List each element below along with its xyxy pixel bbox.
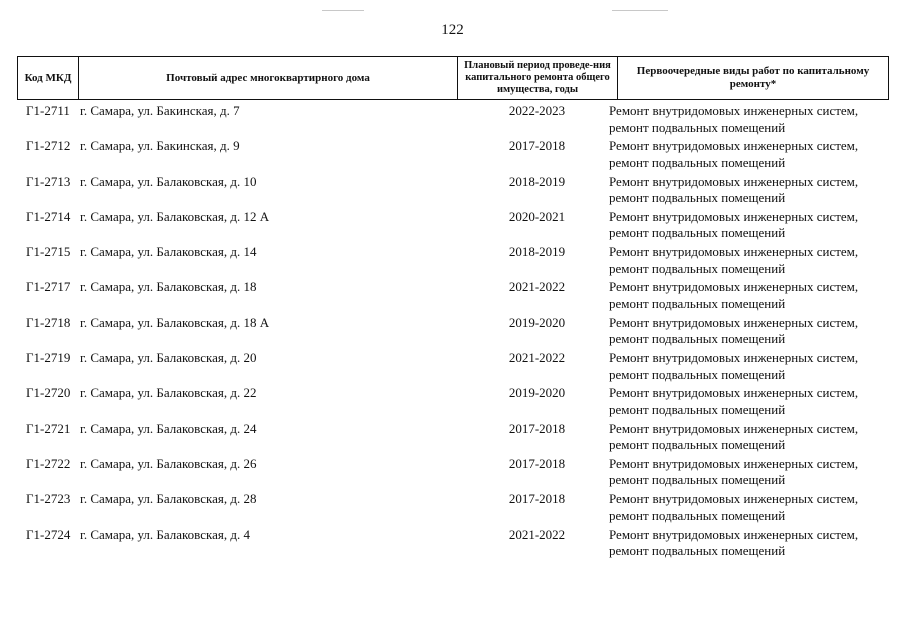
header-works: Первоочередные виды работ по капитальному ремонту* (636, 65, 870, 90)
cell-address: г. Самара, ул. Балаковская, д. 14 (80, 244, 257, 260)
works-line-2: ремонт подвальных помещений (609, 472, 786, 488)
table-row (17, 347, 889, 382)
works-line-2: ремонт подвальных помещений (609, 331, 786, 347)
cell-address: г. Самара, ул. Балаковская, д. 28 (80, 491, 257, 507)
works-line-1: Ремонт внутридомовых инженерных систем, (609, 103, 859, 118)
works-line-1: Ремонт внутридомовых инженерных систем, (609, 350, 859, 366)
table-header (17, 56, 889, 100)
cell-works (609, 103, 858, 136)
cell-period: 2019-2020 (508, 314, 566, 330)
works-line-1: Ремонт внутридомовых инженерных систем, (609, 314, 859, 330)
works-line-2: ремонт подвальных помещений (609, 119, 786, 135)
cell-code: Г1-2721 (26, 420, 71, 436)
table-row (17, 382, 889, 417)
cell-code: Г1-2712 (26, 138, 71, 154)
cell-works (609, 385, 858, 418)
works-line-2: ремонт подвальных помещений (609, 401, 786, 417)
cell-period: 2017-2018 (508, 138, 566, 154)
works-line-2: ремонт подвальных помещений (609, 543, 786, 559)
cell-works (609, 527, 858, 560)
cell-code: Г1-2711 (26, 103, 70, 118)
table-row (17, 524, 889, 559)
cell-period: 2022-2023 (508, 103, 566, 118)
cell-works (609, 138, 858, 171)
cell-code: Г1-2715 (26, 244, 71, 260)
cell-address: г. Самара, ул. Балаковская, д. 26 (80, 455, 257, 471)
cell-code: Г1-2713 (26, 173, 71, 189)
cell-code: Г1-2719 (26, 350, 71, 366)
cell-address: г. Самара, ул. Балаковская, д. 4 (80, 526, 250, 542)
cell-period: 2017-2018 (508, 455, 566, 471)
header-period: Плановый период проведе-ния капитального ремонта общего имущества, годы (458, 57, 618, 99)
cell-works (609, 209, 858, 242)
page-number: 122 (441, 22, 464, 38)
works-line-1: Ремонт внутридомовых инженерных систем, (609, 385, 859, 401)
cell-period: 2021-2022 (508, 526, 566, 542)
table-row (17, 312, 889, 347)
cell-code: Г1-2718 (26, 314, 71, 330)
works-line-1: Ремонт внутридомовых инженерных систем, (609, 526, 859, 542)
table-body (17, 100, 889, 559)
cell-works (609, 315, 858, 348)
cell-address: г. Самара, ул. Балаковская, д. 18 (80, 279, 257, 295)
cell-period: 2021-2022 (508, 279, 566, 295)
table-row (17, 276, 889, 311)
cell-works (609, 244, 858, 277)
cell-works (609, 174, 858, 207)
cell-works (609, 491, 858, 524)
cell-code: Г1-2717 (26, 279, 71, 295)
works-line-2: ремонт подвальных помещений (609, 190, 786, 206)
cell-address: г. Самара, ул. Балаковская, д. 12 А (80, 208, 270, 224)
cell-address: г. Самара, ул. Бакинская, д. 7 (80, 103, 240, 118)
works-line-1: Ремонт внутридомовых инженерных систем, (609, 173, 859, 189)
cell-works (609, 350, 858, 383)
cell-code: Г1-2720 (26, 385, 71, 401)
works-line-2: ремонт подвальных помещений (609, 154, 786, 170)
works-line-1: Ремонт внутридомовых инженерных систем, (609, 244, 859, 260)
cell-period: 2018-2019 (508, 244, 566, 260)
cell-address: г. Самара, ул. Балаковская, д. 22 (80, 385, 257, 401)
cell-period: 2021-2022 (508, 350, 566, 366)
cell-period: 2018-2019 (508, 173, 566, 189)
cell-address: г. Самара, ул. Бакинская, д. 9 (80, 138, 240, 154)
cell-address: г. Самара, ул. Балаковская, д. 20 (80, 350, 257, 366)
cell-address: г. Самара, ул. Балаковская, д. 10 (80, 173, 257, 189)
works-line-2: ремонт подвальных помещений (609, 295, 786, 311)
header-code: Код МКД (18, 57, 79, 99)
works-line-2: ремонт подвальных помещений (609, 507, 786, 523)
works-line-2: ремонт подвальных помещений (609, 437, 786, 453)
table-row (17, 241, 889, 276)
works-line-1: Ремонт внутридомовых инженерных систем, (609, 208, 859, 224)
table-row (17, 488, 889, 523)
table-row (17, 135, 889, 170)
cell-works (609, 421, 858, 454)
cell-address: г. Самара, ул. Балаковская, д. 24 (80, 420, 257, 436)
cell-code: Г1-2722 (26, 455, 71, 471)
table-row (17, 418, 889, 453)
works-line-1: Ремонт внутридомовых инженерных систем, (609, 279, 859, 295)
works-line-2: ремонт подвальных помещений (609, 225, 786, 241)
works-line-2: ремонт подвальных помещений (609, 260, 786, 276)
cell-code: Г1-2723 (26, 491, 71, 507)
cell-period: 2017-2018 (508, 491, 566, 507)
cell-code: Г1-2714 (26, 208, 71, 224)
table-row (17, 171, 889, 206)
header-address: Почтовый адрес многоквартирного дома (79, 57, 458, 99)
scan-artifact-right (612, 10, 668, 11)
cell-works (609, 456, 858, 489)
cell-works (609, 279, 858, 312)
cell-code: Г1-2724 (26, 526, 71, 542)
works-line-1: Ремонт внутридомовых инженерных систем, (609, 491, 859, 507)
works-line-2: ремонт подвальных помещений (609, 366, 786, 382)
cell-period: 2020-2021 (508, 208, 566, 224)
works-line-1: Ремонт внутридомовых инженерных систем, (609, 420, 859, 436)
cell-address: г. Самара, ул. Балаковская, д. 18 А (80, 314, 270, 330)
cell-period: 2019-2020 (508, 385, 566, 401)
table-row (17, 206, 889, 241)
works-line-1: Ремонт внутридомовых инженерных систем, (609, 455, 859, 471)
table-row (17, 453, 889, 488)
cell-period: 2017-2018 (508, 420, 566, 436)
works-line-1: Ремонт внутридомовых инженерных систем, (609, 138, 859, 154)
scan-artifact-left (322, 10, 364, 11)
table-row (17, 100, 889, 135)
